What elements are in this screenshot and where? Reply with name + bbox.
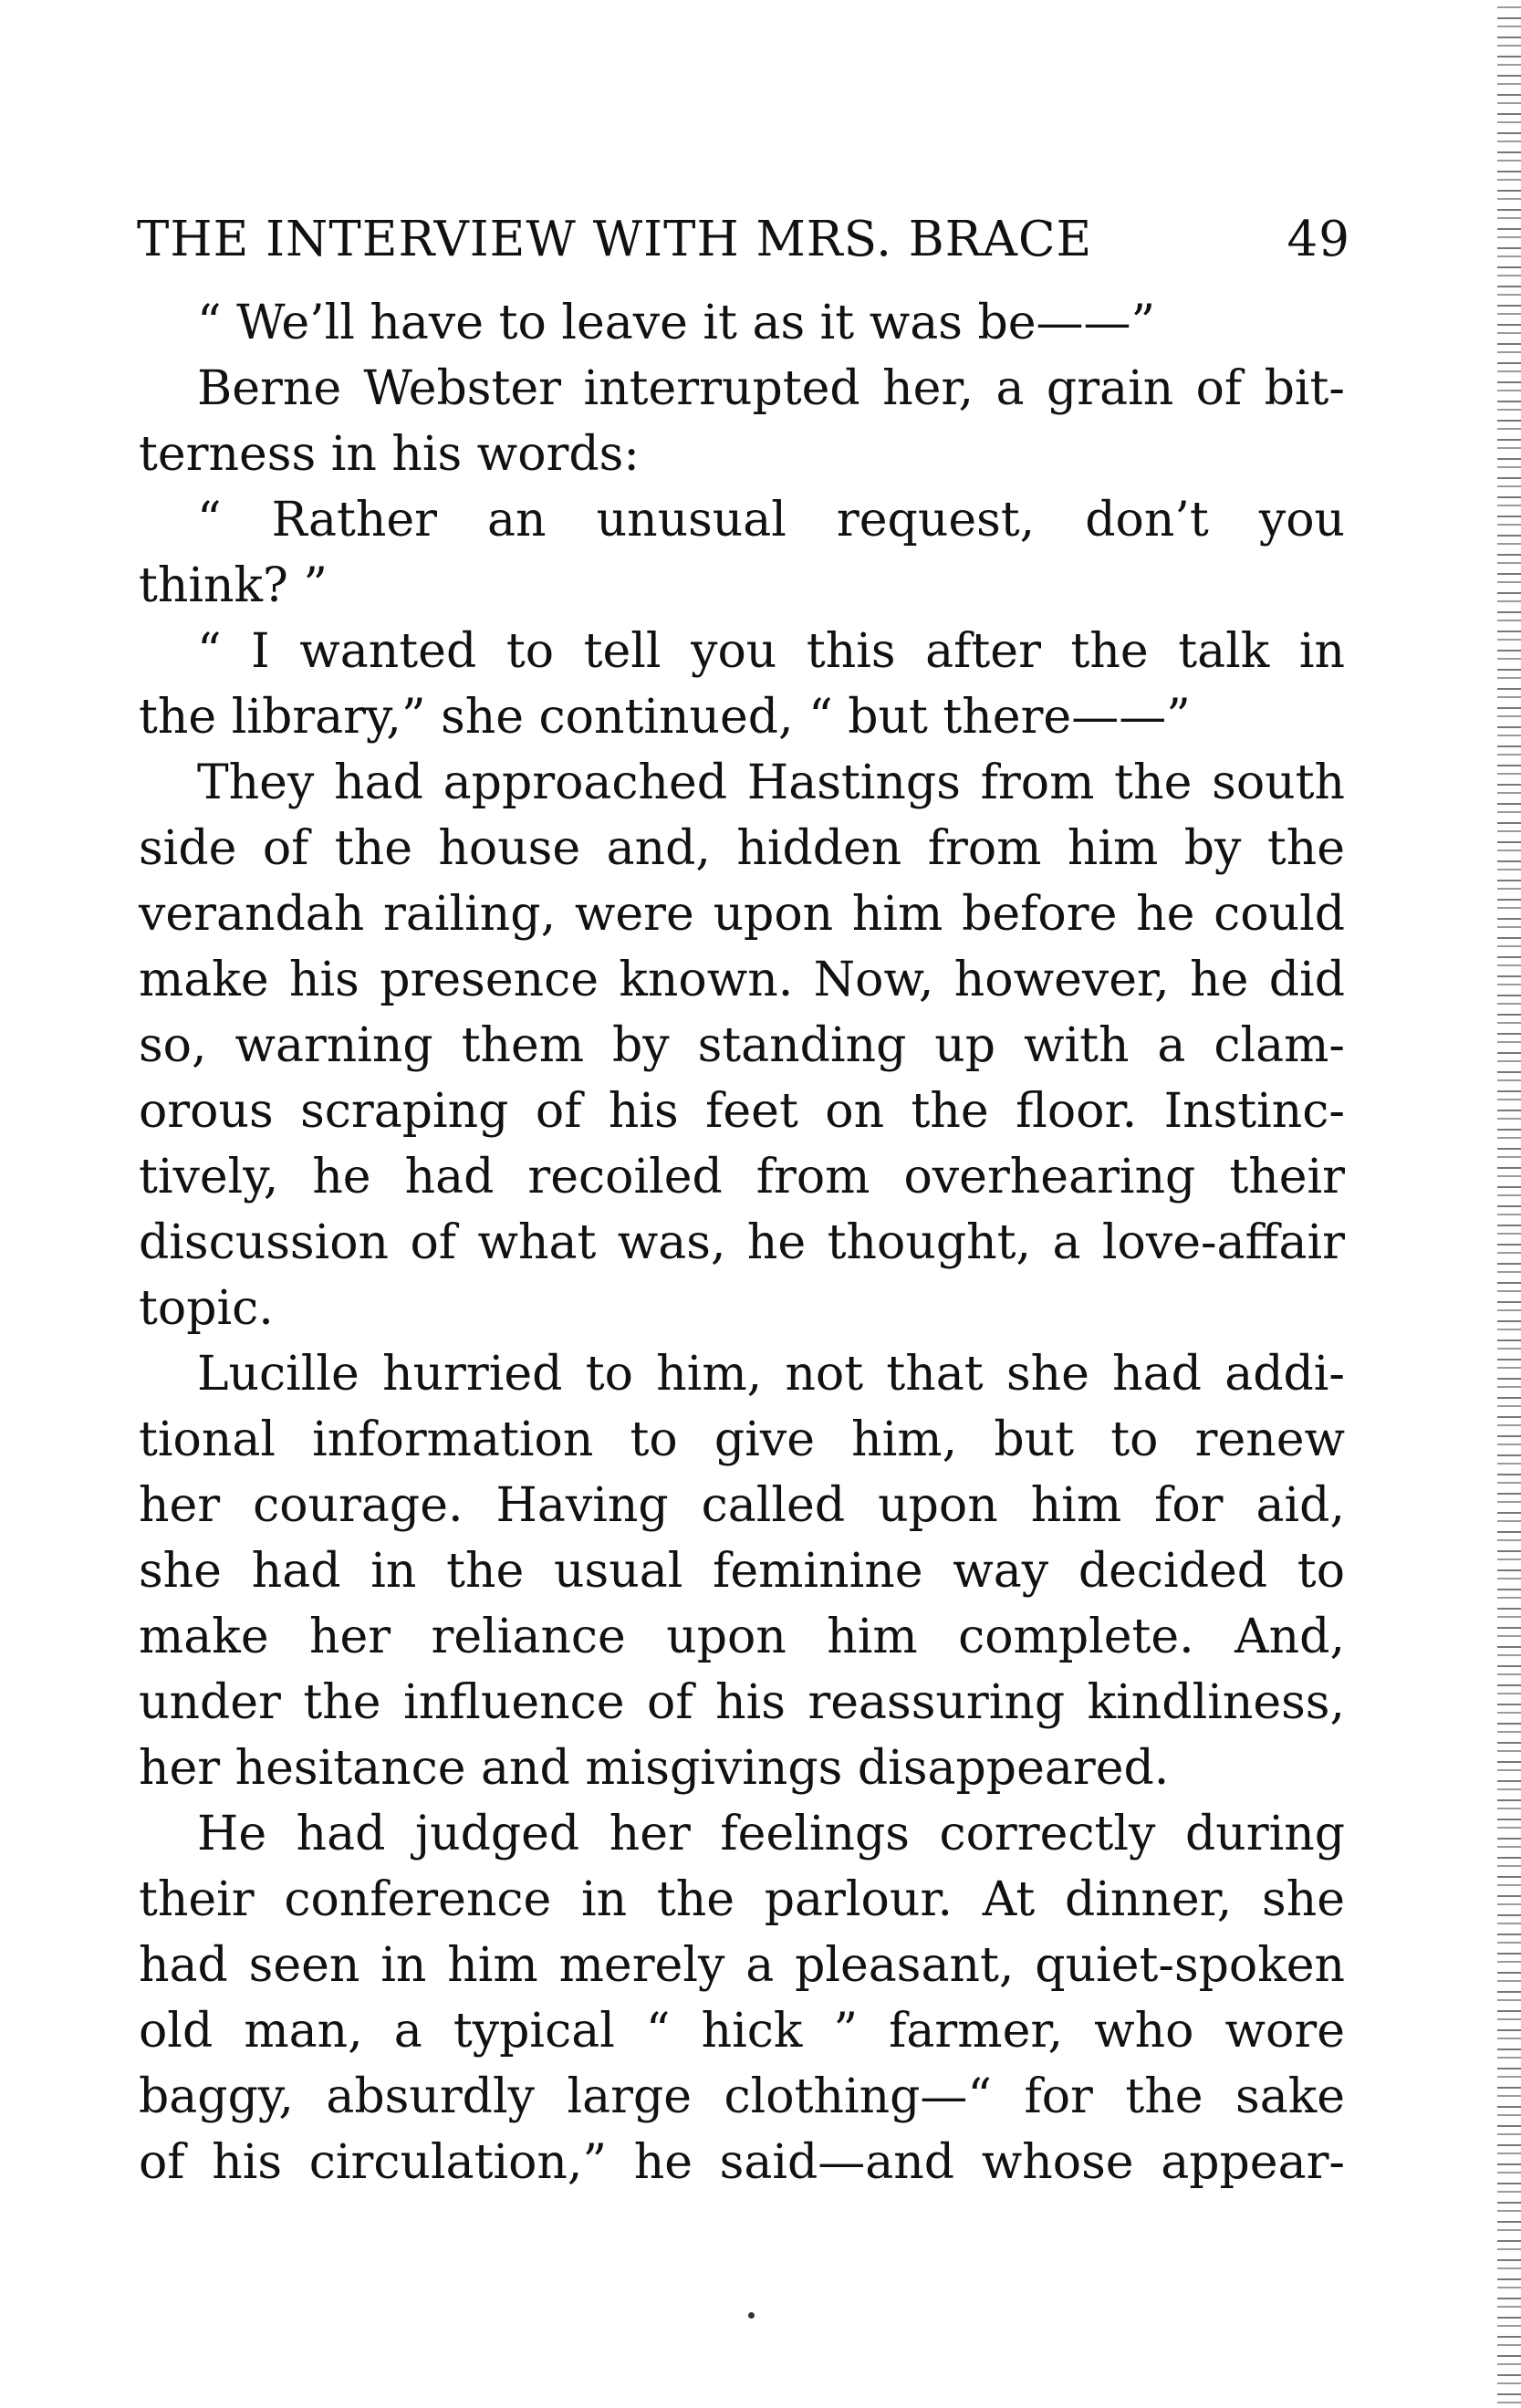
page-number: 49 <box>1287 212 1350 267</box>
text-line: make her reliance upon him complete. And, <box>139 1610 1345 1664</box>
text-line: of his circulation,” he said—and whose appear- <box>139 2135 1345 2190</box>
text-line: orous scraping of his feet on the floor. Instinc- <box>139 1084 1345 1139</box>
text-line: old man, a typical “ hick ” farmer, who wore <box>139 2004 1345 2059</box>
text-line: her hesitance and misgivings disappeared. <box>139 1741 1170 1796</box>
text-line: “ Rather an unusual request, don’t you <box>197 493 1345 547</box>
text-line: discussion of what was, he thought, a love-affair <box>139 1215 1345 1270</box>
print-speck <box>748 2312 755 2319</box>
text-line: under the influence of his reassuring kindliness, <box>139 1675 1345 1730</box>
text-line: the library,” she continued, “ but there——” <box>139 690 1191 745</box>
text-line: He had judged her feelings correctly during <box>197 1807 1345 1861</box>
text-line: They had approached Hastings from the south <box>197 756 1345 810</box>
text-line: “ I wanted to tell you this after the talk in <box>197 624 1345 679</box>
text-line: topic. <box>139 1281 274 1336</box>
text-line: make his presence known. Now, however, he did <box>139 953 1345 1007</box>
running-head: THE INTERVIEW WITH MRS. BRACE <box>137 212 1093 267</box>
body-text <box>139 290 1345 2195</box>
text-line: her courage. Having called upon him for aid, <box>139 1478 1345 1533</box>
text-line: she had in the usual feminine way decided to <box>139 1544 1345 1599</box>
text-line: think? ” <box>139 558 328 613</box>
text-line: had seen in him merely a pleasant, quiet-spoken <box>139 1938 1345 1993</box>
text-line: Berne Webster interrupted her, a grain of bit- <box>197 361 1345 416</box>
text-line: so, warning them by standing up with a clam- <box>139 1018 1345 1073</box>
scan-edge-noise <box>1497 0 1521 2408</box>
text-line: their conference in the parlour. At dinner, she <box>139 1872 1345 1927</box>
page-header <box>137 212 1350 276</box>
text-line: Lucille hurried to him, not that she had addi- <box>197 1347 1345 1402</box>
text-line: terness in his words: <box>139 427 640 482</box>
text-line: tional information to give him, but to renew <box>139 1412 1345 1467</box>
text-line: “ We’ll have to leave it as it was be——” <box>197 296 1156 350</box>
text-line: tively, he had recoiled from overhearing their <box>139 1150 1345 1204</box>
text-line: baggy, absurdly large clothing—“ for the sake <box>139 2069 1345 2124</box>
text-line: verandah railing, were upon him before he could <box>139 887 1345 942</box>
text-line: side of the house and, hidden from him by the <box>139 821 1345 876</box>
